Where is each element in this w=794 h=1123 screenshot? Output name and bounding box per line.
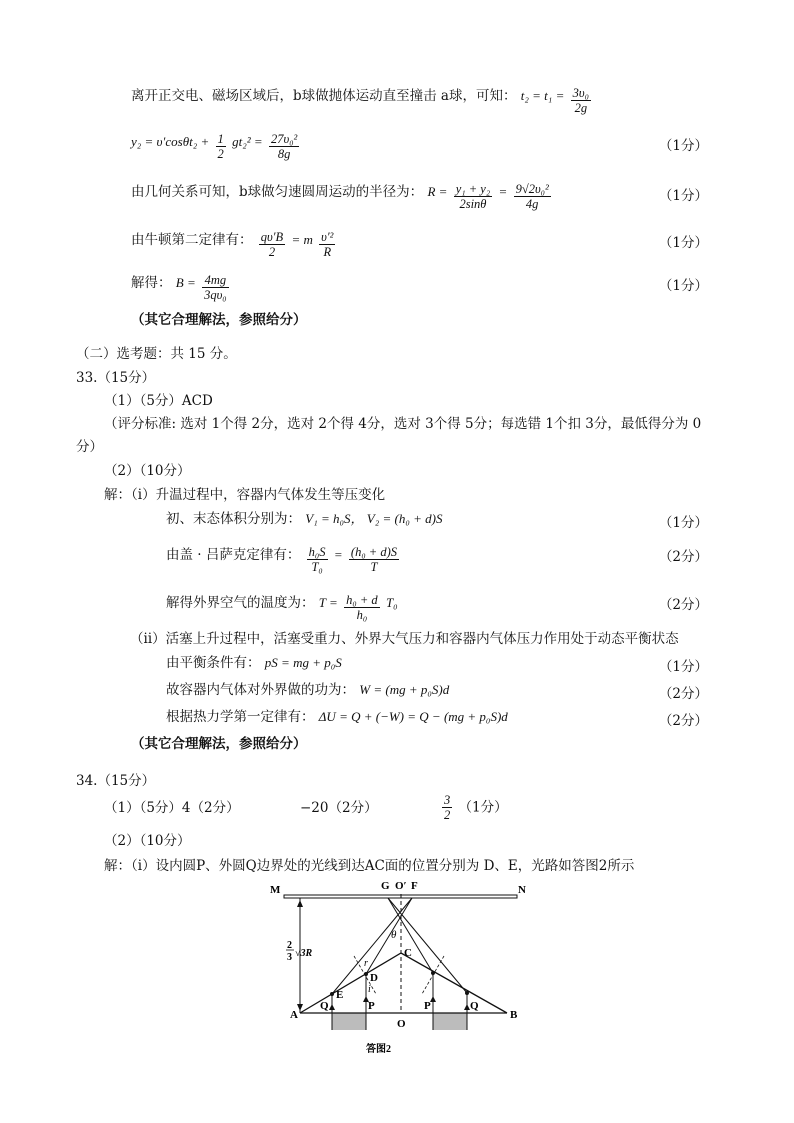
section-heading: （二）选考题：共 15 分。 xyxy=(76,346,237,362)
line-16-text: 解得外界空气的温度为： xyxy=(166,595,315,611)
line-18-math: pS = mg + p₀S xyxy=(264,655,342,670)
line-16-math: T = xyxy=(318,595,338,610)
score-line-19: （2分） xyxy=(658,686,708,702)
text-line-14 xyxy=(166,511,442,527)
label-i: i xyxy=(368,984,371,995)
note-line-21: （其它合理解法，参照给分） xyxy=(131,736,307,752)
line-20-text: 根据热力学第一定律有： xyxy=(166,709,315,725)
line-4-text: 由牛顿第二定律有： xyxy=(131,232,253,248)
label-a: A xyxy=(290,1009,298,1021)
gray-block-left xyxy=(332,1013,366,1030)
figure-caption: 答图2 xyxy=(366,1044,391,1055)
gray-block-right xyxy=(433,1013,467,1030)
line-4-fraction: $\frac{q\upsilon'B}{2}$ xyxy=(260,230,284,259)
optics-figure xyxy=(262,876,532,1061)
note-line-6: （其它合理解法，参照给分） xyxy=(131,312,307,328)
label-p-right: P xyxy=(424,1000,431,1012)
label-q-left: Q xyxy=(320,1000,329,1012)
line-15-fraction: $\frac{\text{h₀S}}{\text{T₀}}$ xyxy=(308,545,326,574)
line-3-fraction-2: $\frac{\text{9√2υ₀²}}{4g}$ xyxy=(515,182,549,211)
line-19-math: W = (mg + p₀S)d xyxy=(359,682,450,697)
line-2-fraction: $\frac{\text{27υ₀²}}{8g}$ xyxy=(270,132,298,161)
q34-part-1-b: −20（2分） xyxy=(300,800,378,816)
line-4-fraction-2: $\frac{\text{υ′²}}{R}$ xyxy=(321,230,334,259)
label-r: r xyxy=(364,958,368,969)
q33-solution-ii: （ⅱ）活塞上升过程中，活塞受重力、外界大气压力和容器内气体压力作用处于动态平衡状态 xyxy=(130,631,679,647)
q34-fraction: $\frac{3}{2}$ xyxy=(444,793,451,822)
question-34: 34.（15分） xyxy=(76,773,156,789)
line-14-text: 初、末态体积分别为： xyxy=(166,511,301,527)
label-p-left: P xyxy=(368,1000,375,1012)
line-3-fraction: $\frac{\text{y₁ + y₂}}{2\sin\theta}$ xyxy=(455,182,491,211)
height-tail: √3R xyxy=(295,948,313,959)
q34-part-1-c-score: （1分） xyxy=(458,799,508,816)
text-line-5 xyxy=(131,273,231,302)
line-16-math-2: T₀ xyxy=(385,595,398,610)
line-18-text: 由平衡条件有： xyxy=(166,655,261,671)
q33-part-1: （1）（5分）ACD xyxy=(104,393,213,409)
line-3-text: 由几何关系可知，b球做匀速圆周运动的半径为： xyxy=(131,184,424,200)
line-20-math: ΔU = Q + (−W) = Q − (mg + p₀S)d xyxy=(318,709,508,724)
line-19-text: 故容器内气体对外界做的功为： xyxy=(166,682,355,698)
label-m: M xyxy=(270,884,281,896)
line-1-text: 离开正交电、磁场区域后，b球做抛体运动直至撞击 a球，可知： xyxy=(131,88,517,104)
text-line-15 xyxy=(166,545,401,574)
q34-part-2: （2）（10分） xyxy=(104,833,191,849)
line-15-text: 由盖 · 吕萨克定律有： xyxy=(166,547,301,563)
line-3-math: R = xyxy=(427,184,448,199)
text-line-20 xyxy=(166,709,508,725)
label-d: D xyxy=(370,972,378,984)
height-num: 2 xyxy=(287,940,292,951)
label-g: G xyxy=(381,880,390,892)
question-33: 33.（15分） xyxy=(76,370,156,386)
q34-solution-i: 解：（ⅰ）设内圆P、外圆Q边界处的光线到达AC面的位置分别为 D、E，光路如答图2所示 xyxy=(104,858,635,874)
q33-solution-i: 解：（ⅰ）升温过程中，容器内气体发生等压变化 xyxy=(104,487,386,503)
text-line-3 xyxy=(131,182,553,211)
text-line-4 xyxy=(131,230,337,259)
score-line-4: （1分） xyxy=(658,235,708,251)
line-3-eq: = xyxy=(498,184,508,199)
q33-scoring-criteria-cont: 分） xyxy=(76,439,103,455)
q33-part-2: （2）（10分） xyxy=(104,463,191,479)
score-line-20: （2分） xyxy=(658,713,708,729)
label-f: F xyxy=(411,880,418,892)
line-2-math: y₂ = υ′cosθt₂ + xyxy=(131,134,210,149)
height-den: 3 xyxy=(287,952,292,963)
label-c: C xyxy=(404,947,412,959)
score-line-5: （1分） xyxy=(658,278,708,294)
text-line-19 xyxy=(166,682,449,698)
text-line-18 xyxy=(166,655,342,671)
label-q-right: Q xyxy=(470,1000,479,1012)
score-line-14: （1分） xyxy=(658,515,708,531)
q34-part-1-c xyxy=(440,793,508,822)
q34-part-1-a: （1）（5分）4（2分） xyxy=(104,800,240,816)
line-1-math: t₂ = t₁ = xyxy=(520,88,565,103)
line-15-eq: = xyxy=(333,547,343,562)
line-14-math: V₁ = h₀S， V₂ = (h₀ + d)S xyxy=(305,511,443,526)
line-5-math: B = xyxy=(175,275,196,290)
label-n: N xyxy=(518,884,526,896)
label-o: O xyxy=(397,1018,406,1030)
label-e: E xyxy=(336,989,344,1001)
line-2-math-2: gt₂² = xyxy=(232,134,263,149)
line-1-fraction: $\frac{\text{3υ₀}}{2g}$ xyxy=(572,86,589,115)
line-15-fraction-2: $\frac{\text{(h₀ + d)S}}{T}$ xyxy=(350,545,398,574)
score-line-3: （1分） xyxy=(658,188,708,204)
line-5-fraction: $\frac{4mg}{\text{3qυ₀}}$ xyxy=(204,273,227,302)
q33-scoring-criteria: （评分标准: 选对 1个得 2分，选对 2个得 4分，选对 3个得 5分；每选错 1个扣 3分，最低得分为 0 xyxy=(104,416,702,432)
line-16-fraction: $\frac{\text{h₀ + d}}{\text{h₀}}$ xyxy=(346,593,378,622)
label-theta: θ xyxy=(391,929,397,941)
text-line-16 xyxy=(166,593,398,622)
line-4-eq: = m xyxy=(291,232,313,247)
score-line-15: （2分） xyxy=(658,549,708,565)
text-line-2 xyxy=(131,132,301,161)
score-line-16: （2分） xyxy=(658,597,708,613)
score-line-2: （1分） xyxy=(658,138,708,154)
line-5-text: 解得： xyxy=(131,275,172,291)
text-line-1 xyxy=(131,86,593,115)
label-o-prime: O′ xyxy=(395,880,407,892)
label-b: B xyxy=(510,1009,518,1021)
line-2-half: $\frac{1}{2}$ xyxy=(217,132,224,161)
score-line-18: （1分） xyxy=(658,659,708,675)
